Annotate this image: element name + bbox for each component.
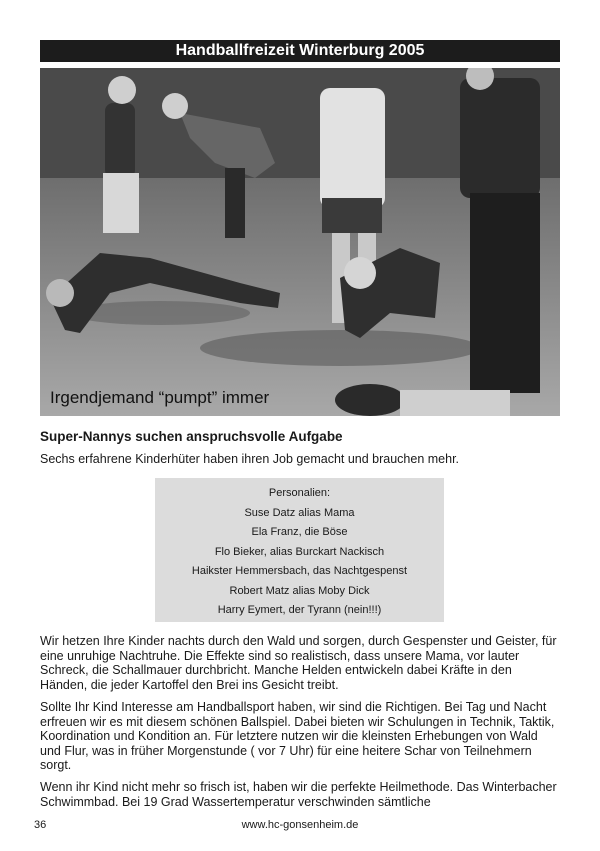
footer-url: www.hc-gonsenheim.de xyxy=(241,819,359,831)
article-paragraph: Wir hetzen Ihre Kinder nachts durch den Wald und sorgen, durch Gespenster und Geister, für eine unruhige Nachtruhe. Die Effekte sind so realistisch, dass unsere Mama, vor lauter Schreck, die Schallmauer durchbricht. Manche Helden entwickeln dabei Kräfte in den Händen, die jeder Kartoffel den Brei ins Gesicht treibt. xyxy=(40,634,557,692)
page-number: 36 xyxy=(34,819,47,831)
article-paragraph: Sollte Ihr Kind Interesse am Handballsport haben, wir sind die Richtigen. Bei Tag und Nacht erfreuen wir es mit diesem schönen Ballspiel. Dabei bieten wir Schulungen in Technik, Taktik, Koordination und Kondition an. Für letztere nutzen wir die kleinsten Erhebungen von Wald und Flur, was in früher Morgenstunde ( vor 7 Uhr) für eine heitere Schar von Teilnehmern sorgt. xyxy=(40,700,555,772)
photo xyxy=(40,68,560,416)
personalien-box xyxy=(155,478,444,622)
article-intro: Sechs erfahrene Kinderhüter haben ihren Job gemacht und brauchen mehr. xyxy=(40,452,460,466)
person-entry: Harry Eymert, der Tyrann (nein!!!) xyxy=(217,604,382,616)
photo-caption: Irgendjemand “pumpt” immer xyxy=(50,388,270,407)
person-entry: Robert Matz alias Moby Dick xyxy=(229,584,370,597)
person-entry: Flo Bieker, alias Burckart Nackisch xyxy=(214,545,385,558)
article-heading: Super-Nannys suchen anspruchsvolle Aufgabe xyxy=(40,429,343,444)
person-entry: Suse Datz alias Mama xyxy=(244,506,355,519)
person-entry: Ela Franz, die Böse xyxy=(251,526,348,538)
page-title: Handballfreizeit Winterburg 2005 xyxy=(40,40,560,62)
photo-illustration xyxy=(40,68,560,416)
person-entry: Haikster Hemmersbach, das Nachtgespenst xyxy=(191,565,408,577)
personalien-title: Personalien: xyxy=(268,487,331,499)
article-paragraph: Wenn ihr Kind nicht mehr so frisch ist, haben wir die perfekte Heilmethode. Das Winterbacher Schwimmbad. Bei 19 Grad Wassertemperatur verschwinden sämtliche xyxy=(40,780,557,809)
